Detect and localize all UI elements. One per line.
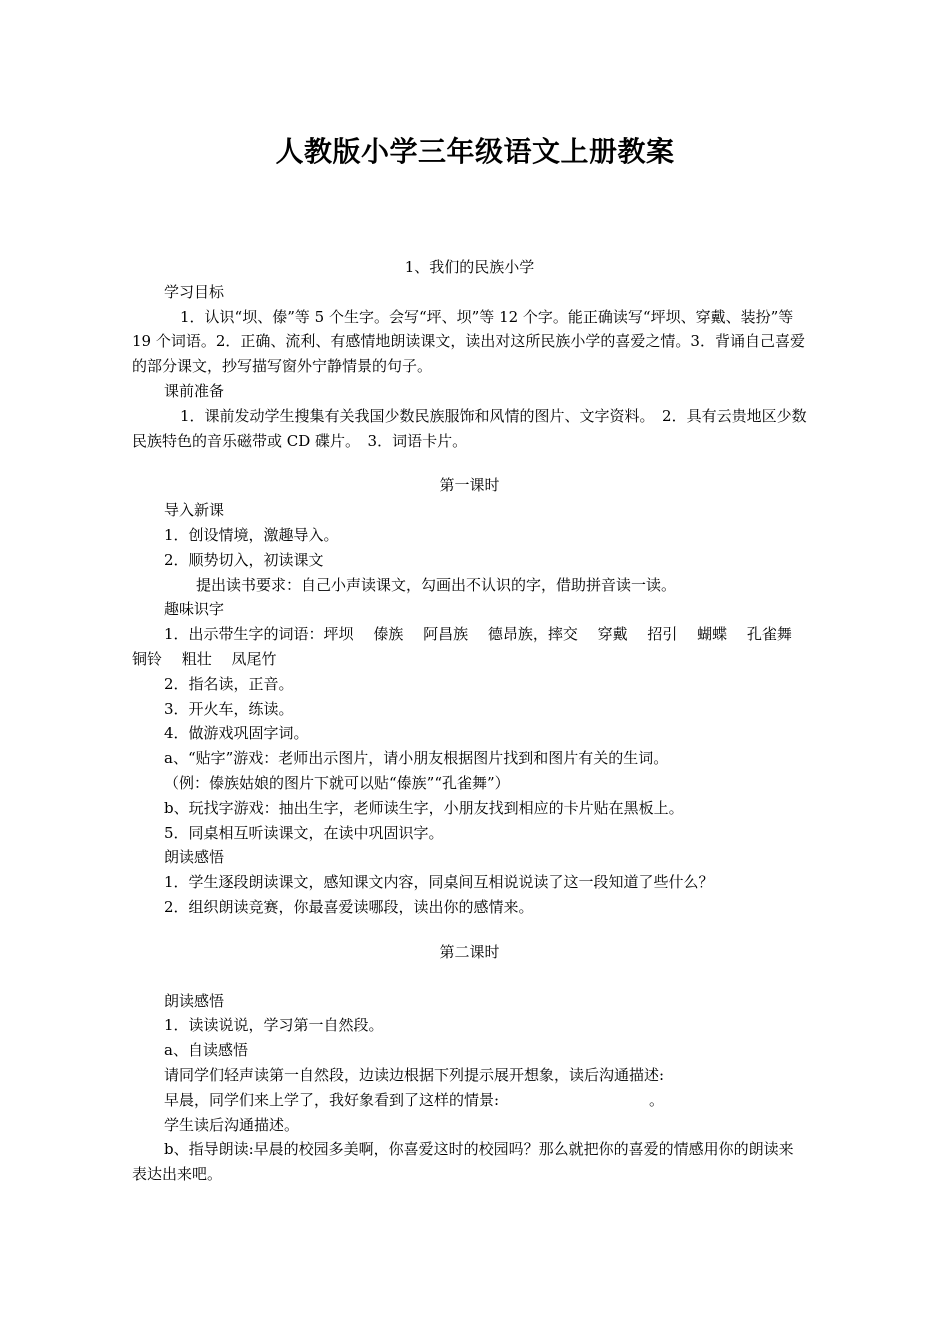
list-item: 请同学们轻声读第一自然段，边读边根据下列提示展开想象，读后沟通描述:: [164, 1065, 665, 1084]
document-title: 人教版小学三年级语文上册教案: [275, 135, 675, 168]
list-item: 2．组织朗读竞赛，你最喜爱读哪段，读出你的感情来。: [164, 897, 534, 916]
list-item: 1．创设情境，激趣导入。: [164, 525, 339, 544]
list-item: 3．开火车，练读。: [164, 699, 294, 718]
list-item: 早晨，同学们来上学了，我好象看到了这样的情景: 。: [164, 1090, 665, 1109]
goals-heading: 学习目标: [164, 282, 225, 301]
intro-requirement: 提出读书要求：自己小声读课文，勾画出不认识的字，借助拼音读一读。: [196, 575, 677, 594]
lesson-title: 1、我们的民族小学: [404, 258, 535, 276]
list-item: 2．指名读，正音。: [164, 674, 294, 693]
fun-heading: 趣味识字: [164, 600, 225, 619]
document-body: [132, 255, 812, 1187]
list-item: 2．顺势切入，初读课文: [164, 550, 324, 569]
list-item: 1．学生逐段朗读课文，感知课文内容，同桌间互相说说读了这一段知道了些什么？: [164, 873, 714, 892]
read-heading: 朗读感悟: [164, 848, 225, 867]
period2-read-heading: 朗读感悟: [164, 991, 225, 1010]
prep-heading: 课前准备: [164, 381, 225, 400]
prep-text: 1．课前发动学生搜集有关我国少数民族服饰和风情的图片、文字资料。 2．具有云贵地区少数民族特色的音乐磁带或 CD 碟片。 3．词语卡片。: [132, 406, 807, 450]
spacer: [132, 453, 807, 473]
list-item: 1．读读说说，学习第一自然段。: [164, 1016, 384, 1035]
list-item: a、自读感悟: [164, 1041, 248, 1060]
goals-text: 1．认识“坝、傣”等 5 个生字。会写“坪、坝”等 12 个字。能正确读写“坪坝、穿戴、装扮”等 19 个词语。2．正确、流利、有感情地朗读课文，读出对这所民族小学的喜爱之情。3．背诵自己喜爱的部分课文，抄写描写窗外宁静情景的句子。: [132, 307, 805, 376]
spacer: [132, 920, 807, 940]
intro-heading: 导入新课: [164, 501, 225, 520]
list-item: 4．做游戏巩固字词。: [164, 724, 309, 743]
guide-text: b、指导朗读:早晨的校园多美啊，你喜爱这时的校园吗？那么就把你的喜爱的情感用你的朗读来表达出来吧。: [132, 1140, 794, 1184]
list-item: 5．同桌相互听读课文，在读中巩固识字。: [164, 823, 444, 842]
spacer: [132, 965, 807, 989]
fun-word-list: 1．出示带生字的词语：坪坝 傣族 阿昌族 德昂族，摔交 穿戴 招引 蝴蝶 孔雀舞 铜铃 粗壮 凤尾竹: [132, 625, 812, 668]
list-item: （例：傣族姑娘的图片下就可以贴“傣族”“孔雀舞”）: [164, 773, 510, 792]
list-item: b、玩找字游戏：抽出生字，老师读生字，小朋友找到相应的卡片贴在黑板上。: [164, 798, 684, 817]
list-item: a、“贴字”游戏：老师出示图片，请小朋友根据图片找到和图片有关的生词。: [164, 749, 669, 768]
period2-heading: 第二课时: [439, 942, 500, 961]
period1-heading: 第一课时: [439, 476, 500, 495]
list-item: 学生读后沟通描述。: [164, 1115, 300, 1134]
